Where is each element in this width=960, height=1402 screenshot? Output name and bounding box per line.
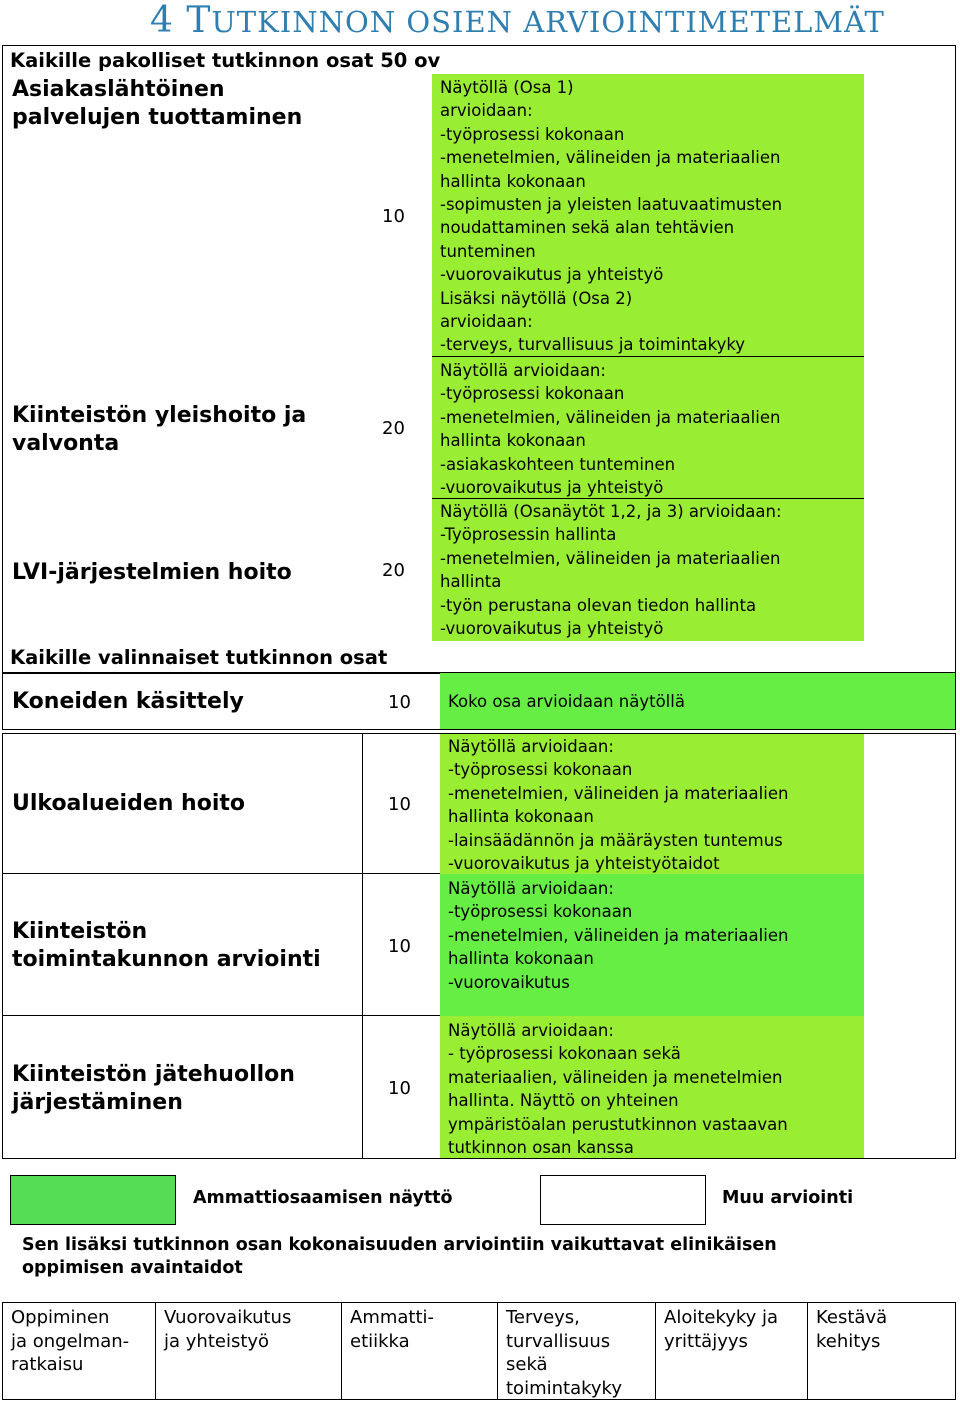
legend-white-swatch: [540, 1175, 706, 1225]
optional-header: Kaikille valinnaiset tutkinnon osat: [10, 646, 388, 669]
unit-name: Kiinteistön jätehuollon järjestäminen: [12, 1062, 295, 1115]
key-skill-cell: Terveys, turvallisuus sekä toimintakyky: [506, 1307, 622, 1399]
key-skill-cell: Kestävä kehitys: [816, 1307, 888, 1352]
legend-white-label: Muu arviointi: [722, 1188, 854, 1208]
unit-credits: 10: [382, 206, 405, 227]
key-skill-cell: Vuorovaikutus ja yhteistyö: [164, 1307, 292, 1352]
unit-credits: 10: [388, 692, 411, 713]
mandatory-header: Kaikille pakolliset tutkinnon osat 50 ov: [10, 49, 441, 72]
key-skill-cell: Oppiminen ja ongelman- ratkaisu: [11, 1307, 130, 1375]
unit-name: Asiakaslähtöinen palvelujen tuottaminen: [12, 77, 303, 130]
unit-credits: 20: [382, 418, 405, 439]
column-divider: [362, 733, 363, 1159]
row-divider: [2, 1015, 440, 1016]
unit-name: Ulkoalueiden hoito: [12, 791, 246, 816]
row-divider: [2, 873, 440, 874]
unit-name: LVI-järjestelmien hoito: [12, 560, 292, 585]
unit-name: Kiinteistön toimintakunnon arviointi: [12, 919, 321, 972]
key-skill-cell: Ammatti- etiikka: [350, 1307, 435, 1352]
unit-assessment: Näytöllä arvioidaan: -työprosessi kokonaan -menetelmien, välineiden ja materiaalien hallinta kokonaan -vuorovaikutus: [448, 879, 789, 992]
unit-assessment: Näytöllä arvioidaan: -työprosessi kokonaan -menetelmien, välineiden ja materiaalien hallinta kokonaan -asiakaskohteen tunteminen -vuorovaikutus ja yhteistyö: [440, 361, 781, 498]
unit-credits: 20: [382, 560, 405, 581]
key-skill-cell: Aloitekyky ja yrittäjyys: [664, 1307, 779, 1352]
key-skills-note: Sen lisäksi tutkinnon osan kokonaisuuden arviointiin vaikuttavat elinikäisen oppimisen avaintaidot: [22, 1235, 777, 1278]
page-title: 4 TUTKINNON OSIEN ARVIOINTIMETELMÄT: [150, 0, 885, 41]
unit-assessment: Näytöllä arvioidaan: -työprosessi kokonaan -menetelmien, välineiden ja materiaalien hallinta kokonaan -lainsäädännön ja määräysten tuntemus -vuorovaikutus ja yhteistyötaidot: [448, 737, 789, 874]
unit-credits: 10: [388, 936, 411, 957]
unit-credits: 10: [388, 794, 411, 815]
legend-green-swatch: [10, 1175, 176, 1225]
unit-assessment: Koko osa arvioidaan näytöllä: [448, 692, 685, 711]
unit-name: Koneiden käsittely: [12, 689, 244, 714]
unit-credits: 10: [388, 1078, 411, 1099]
unit-assessment: Näytöllä (Osa 1) arvioidaan: -työprosessi kokonaan -menetelmien, välineiden ja materiaalien hallinta kokonaan -sopimusten ja yleisten laatuvaatimusten noudattaminen sekä alan tehtävien tunteminen -vuorovaikutus ja yhteistyö Lisäksi näytöllä (Osa 2) arvioidaan: -terveys, turvallisuus ja toimintakyky: [440, 78, 783, 355]
unit-assessment: Näytöllä arvioidaan: - työprosessi kokonaan sekä materiaalien, välineiden ja menetelmien hallinta. Näyttö on yhteinen ympäristöalan perustutkinnon vastaavan tutkinnon osan kanssa: [448, 1021, 788, 1158]
unit-name: Kiinteistön yleishoito ja valvonta: [12, 403, 307, 456]
unit-assessment: Näytöllä (Osanäytöt 1,2, ja 3) arvioidaan: -Työprosessin hallinta -menetelmien, välineiden ja materiaalien hallinta -työn perustana olevan tiedon hallinta -vuorovaikutus ja yhteistyö: [440, 502, 782, 639]
legend-green-label: Ammattiosaamisen näyttö: [193, 1188, 453, 1208]
